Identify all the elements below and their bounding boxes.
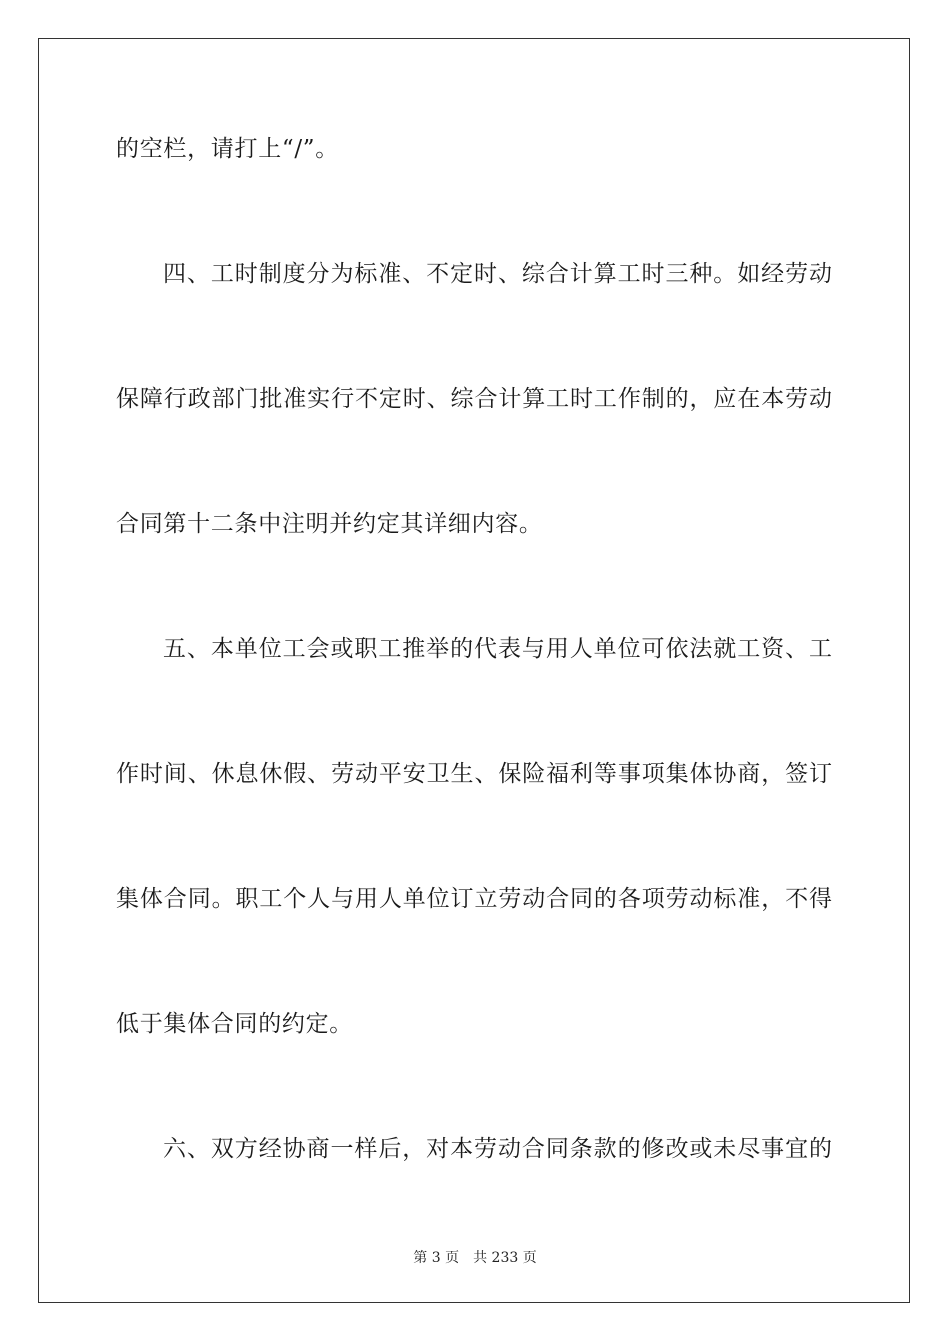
page-border <box>38 38 910 1303</box>
body-text-line: 的空栏，请打上“/”。 <box>116 136 339 162</box>
body-text-line: 四、工时制度分为标准、不定时、综合计算工时三种。如经劳动 <box>163 261 832 287</box>
body-text-line: 集体合同。职工个人与用人单位订立劳动合同的各项劳动标准，不得 <box>116 886 832 912</box>
body-text-line: 作时间、休息休假、劳动平安卫生、保险福利等事项集体协商，签订 <box>116 761 832 787</box>
body-text-line: 五、本单位工会或职工推举的代表与用人单位可依法就工资、工 <box>163 636 832 662</box>
body-text-line: 保障行政部门批准实行不定时、综合计算工时工作制的，应在本劳动 <box>116 386 832 412</box>
page-number: 第 3 页 <box>413 1250 460 1266</box>
body-text-line: 合同第十二条中注明并约定其详细内容。 <box>116 511 543 537</box>
page-footer <box>0 1247 950 1267</box>
total-pages: 共 233 页 <box>473 1250 537 1266</box>
body-text-line: 六、双方经协商一样后，对本劳动合同条款的修改或未尽事宜的 <box>163 1136 832 1162</box>
body-text-line: 低于集体合同的约定。 <box>116 1011 353 1037</box>
